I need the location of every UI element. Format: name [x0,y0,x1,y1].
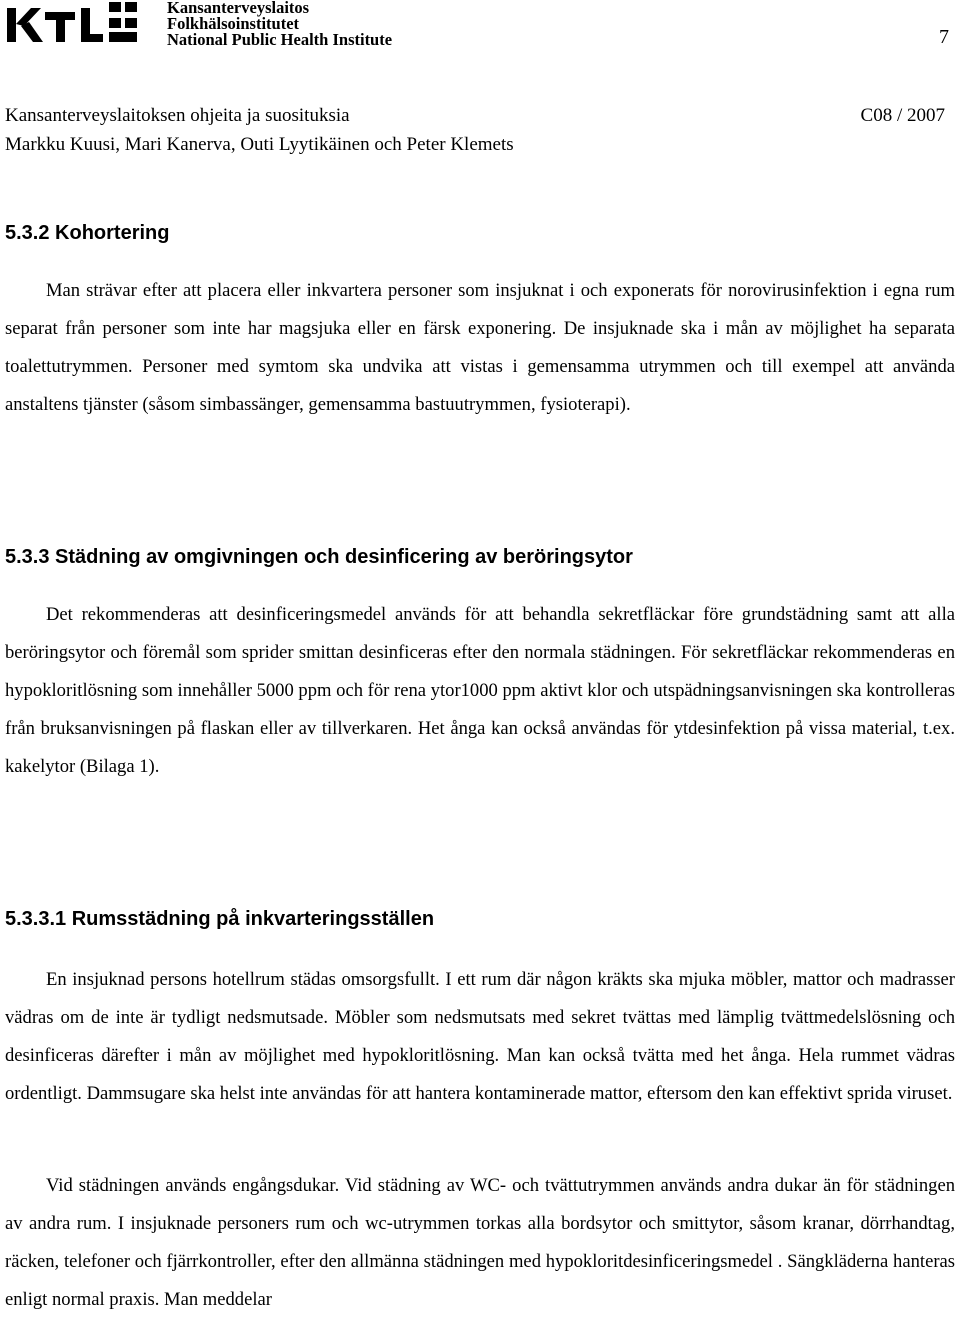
institute-names [167,0,392,48]
section-heading-rumsstadning: 5.3.3.1 Rumsstädning på inkvarteringsställen [5,908,435,930]
authors: Markku Kuusi, Mari Kanerva, Outi Lyytikäinen och Peter Klemets [5,134,514,155]
page-number: 7 [939,26,949,48]
paragraph-text: Man strävar efter att placera eller inkvartera personer som insjuknat i och exponerats för norovirusinfektion i egna rum separat från personer som inte har magsjuka eller en färsk exponering. De insjuknade ska i mån av möjlighet ha separata toalettutrymmen. Personer med symtom ska undvika att vistas i gemensamma utrymmen och till exempel att använda anstaltens tjänster (såsom simbassänger, gemensamma bastuutrymmen, fysioterapi). [5,280,955,415]
section-heading-stadning: 5.3.3 Städning av omgivningen och desinficering av beröringsytor [5,546,633,568]
paragraph [5,1167,955,1319]
series-number: C08 / 2007 [860,105,945,126]
paragraph-text: Det rekommenderas att desinficeringsmedel används för att behandla sekretfläckar före grundstädning samt att alla beröringsytor och föremål som sprider smittan desinficeras efter den normala städningen. För sekretfläckar rekommenderas en hypokloritlösning som innehåller 5000 ppm och för rena ytor1000 ppm aktivt klor och utspädningsanvisningen ska kontrolleras från bruksanvisningen på flaskan eller av tillverkaren. Het ånga kan också användas för ytdesinfektion på vissa material, t.ex. kakelytor (Bilaga 1). [5,604,955,777]
paragraph-text: Vid städningen används engångsdukar. Vid städning av WC- och tvättutrymmen används andra dukar än för städningen av andra rum. I insjuknade personers rum och wc-utrymmen torkas alla bordsytor och smittytor, såsom kranar, dörrhandtag, räcken, telefoner och fjärrkontroller, efter den allmänna städningen med hypokloritdesinficeringsmedel . Sängkläderna hanteras enligt normal praxis. Man meddelar [5,1175,955,1310]
series-title: Kansanterveyslaitoksen ohjeita ja suosituksia [5,105,350,126]
institute-name-sv: Folkhälsoinstitutet [167,14,300,33]
paragraph [5,272,955,424]
paragraph [5,596,955,786]
section-heading-kohortering: 5.3.2 Kohortering [5,222,170,244]
series-line [5,105,945,127]
paragraph [5,961,955,1113]
ktl-logo [5,0,145,46]
institute-name-en: National Public Health Institute [167,30,393,49]
paragraph-text: En insjuknad persons hotellrum städas omsorgsfullt. I ett rum där någon kräkts ska mjuka möbler, mattor och madrasser vädras om de inte är tydligt nedsmutsade. Möbler som nedsmutsats med sekret tvättas med lämplig tvättmedelslösning och desinficeras därefter i mån av möjlighet med hypokloritlösning. Man kan också tvätta med het ånga. Hela rummet vädras ordentligt. Dammsugare ska helst inte användas för att hantera kontaminerade mattor, eftersom den kan effektivt sprida viruset. [5,969,955,1104]
institute-name-fi: Kansanterveyslaitos [167,0,310,17]
